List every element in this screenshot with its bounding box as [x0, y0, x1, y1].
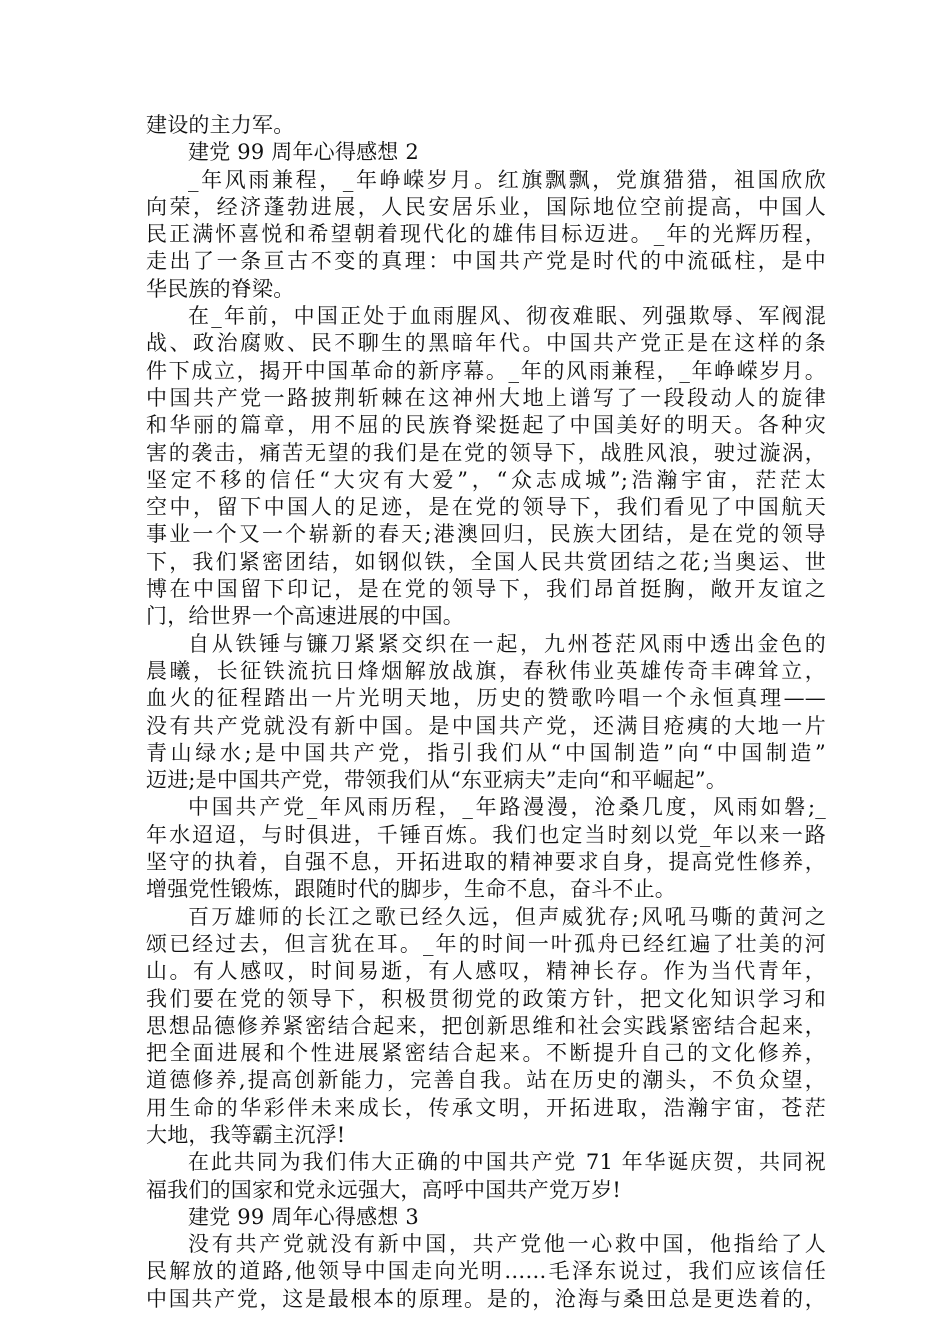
- text-line: 没有共产党就没有新中国。是中国共产党，还满目疮痍的大地一片: [146, 713, 826, 738]
- text-line: 战、政治腐败、民不聊生的黑暗年代。中国共产党正是在这样的条: [146, 331, 826, 356]
- text-line: 没有共产党就没有新中国，共产党他一心救中国，他指给了人: [188, 1232, 826, 1257]
- text-line: 和华丽的篇章，用不屈的民族脊梁挺起了中国美好的明天。各种灾: [146, 413, 826, 438]
- text-line: 我们要在党的领导下，积极贯彻党的政策方针，把文化知识学习和: [146, 986, 826, 1011]
- text-line: 在_年前，中国正处于血雨腥风、彻夜难眠、列强欺辱、军阀混: [188, 304, 826, 329]
- text-line: 博在中国留下印记，是在党的领导下，我们昂首挺胸，敞开友谊之: [146, 577, 826, 602]
- text-line: 件下成立，揭开中国革命的新序幕。_年的风雨兼程，_年峥嵘岁月。: [146, 358, 826, 383]
- text-line: 晨曦，长征铁流抗日烽烟解放战旗，春秋伟业英雄传奇丰碑耸立，: [146, 658, 826, 683]
- text-line: 中国共产党一路披荆斩棘在这神州大地上谱写了一段段动人的旋律: [146, 385, 826, 410]
- text-line: 坚守的执着，自强不息，开拓进取的精神要求自身，提高党性修养，: [146, 850, 826, 875]
- text-line: 道德修养,提高创新能力，完善自我。站在历史的潮头，不负众望，: [146, 1068, 826, 1093]
- text-line: 青山绿水;是中国共产党，指引我们从“中国制造”向“中国制造”: [146, 740, 826, 765]
- document-page: [146, 112, 826, 1313]
- text-line: 华民族的脊梁。: [146, 276, 295, 301]
- section-heading: 建党 99 周年心得感想 3: [188, 1204, 419, 1229]
- text-line: 中国共产党_年风雨历程，_年路漫漫，沧桑几度，风雨如磐;_: [188, 795, 826, 820]
- text-line: 颂已经过去，但言犹在耳。_年的时间一叶孤舟已经红遍了壮美的河: [146, 931, 826, 956]
- text-line: 害的袭击，痛苦无望的我们是在党的领导下，战胜风浪，驶过漩涡，: [146, 440, 826, 465]
- text-line: 福我们的国家和党永远强大，高呼中国共产党万岁!: [146, 1177, 622, 1202]
- text-line: 建设的主力军。: [146, 113, 295, 137]
- text-line: 中国共产党，这是最根本的原理。是的，沧海与桑田总是更迭着的，: [146, 1286, 826, 1311]
- text-line: 百万雄师的长江之歌已经久远，但声威犹存;风吼马嘶的黄河之: [188, 904, 826, 929]
- section-heading: 建党 99 周年心得感想 2: [188, 140, 419, 165]
- text-line: 走出了一条亘古不变的真理：中国共产党是时代的中流砥柱，是中: [146, 249, 826, 274]
- text-line: 自从铁锤与镰刀紧紧交织在一起，九州苍茫风雨中透出金色的: [188, 631, 826, 656]
- text-line: 下，我们紧密团结，如钢似铁，全国人民共赏团结之花;当奥运、世: [146, 549, 826, 574]
- text-line: 思想品德修养紧密结合起来，把创新思维和社会实践紧密结合起来，: [146, 1013, 826, 1038]
- text-line: 山。有人感叹，时间易逝，有人感叹，精神长存。作为当代青年，: [146, 959, 826, 984]
- text-line: 用生命的华彩伴未来成长，传承文明，开拓进取，浩瀚宇宙，苍茫: [146, 1095, 826, 1120]
- text-line: 空中，留下中国人的足迹，是在党的领导下，我们看见了中国航天: [146, 495, 826, 520]
- text-line: _年风雨兼程，_年峥嵘岁月。红旗飘飘，党旗猎猎，祖国欣欣: [188, 167, 826, 192]
- text-line: 门，给世界一个高速进展的中国。: [146, 604, 464, 629]
- text-line: 迈进;是中国共产党，带领我们从“东亚病夫”走向“和平崛起”。: [146, 768, 728, 793]
- text-line: 坚定不移的信任“大灾有大爱”，“众志成城”;浩瀚宇宙，茫茫太: [146, 467, 826, 492]
- text-line: 把全面进展和个性进展紧密结合起来。不断提升自己的文化修养，: [146, 1041, 826, 1066]
- text-line: 民正满怀喜悦和希望朝着现代化的雄伟目标迈进。_年的光辉历程，: [146, 222, 826, 247]
- text-line: 增强党性锻炼，跟随时代的脚步，生命不息，奋斗不止。: [146, 877, 676, 902]
- text-line: 向荣，经济蓬勃进展，人民安居乐业，国际地位空前提高，中国人: [146, 194, 826, 219]
- text-line: 在此共同为我们伟大正确的中国共产党 71 年华诞庆贺，共同祝: [188, 1150, 826, 1175]
- text-line: 血火的征程踏出一片光明天地，历史的赞歌吟唱一个永恒真理——: [146, 686, 826, 711]
- text-line: 大地，我等霸主沉浮!: [146, 1122, 346, 1147]
- text-line: 年水迢迢，与时俱进，千锤百炼。我们也定当时刻以党_年以来一路: [146, 822, 826, 847]
- text-line: 民解放的道路,他领导中国走向光明……毛泽东说过，我们应该信任: [146, 1259, 826, 1284]
- text-line: 事业一个又一个崭新的春天;港澳回归，民族大团结，是在党的领导: [146, 522, 826, 547]
